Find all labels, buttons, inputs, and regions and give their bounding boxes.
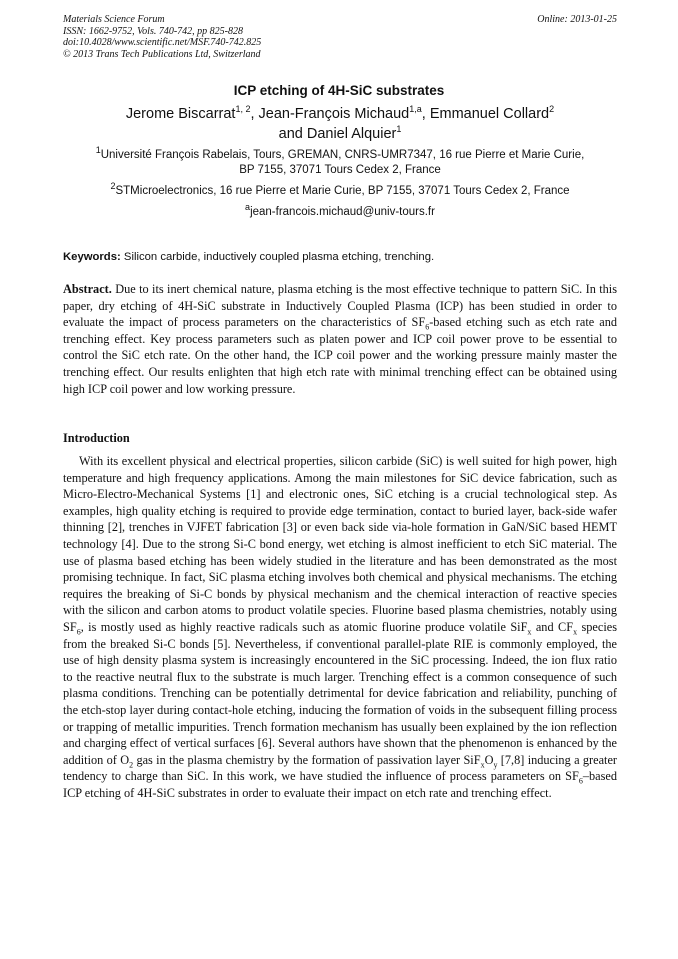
subscript: 6 <box>76 627 81 637</box>
abstract <box>63 281 617 397</box>
author-name: Daniel Alquier <box>306 126 397 142</box>
subscript: 6 <box>578 776 583 786</box>
affiliation-line: Université François Rabelais, Tours, GREMAN, CNRS-UMR7347, 16 rue Pierre et Marie Curie, <box>100 149 585 161</box>
subscript: y <box>493 760 498 770</box>
journal-name: Materials Science Forum <box>63 14 165 25</box>
keywords <box>63 250 617 265</box>
introduction-paragraph <box>63 453 617 801</box>
author-affiliation-mark: 1 <box>396 124 402 135</box>
doi-line: doi:10.4028/www.scientific.net/MSF.740-742.825 <box>63 37 262 48</box>
paper-title: ICP etching of 4H-SiC substrates <box>233 83 445 98</box>
contact-email <box>63 202 617 220</box>
author-conjunction: and <box>278 126 303 142</box>
journal-info <box>63 14 261 60</box>
author-name: Emmanuel Collard <box>429 106 550 122</box>
subscript: 2 <box>129 760 134 770</box>
affiliation-2 <box>63 181 617 199</box>
subscript: x <box>527 627 532 637</box>
journal-header <box>63 14 617 60</box>
abstract-label: Abstract. <box>63 282 112 296</box>
author-affiliation-mark: 2 <box>549 104 555 115</box>
affiliation-mark: 1 <box>95 145 101 156</box>
author-list: Jerome Biscarrat$^{1, 2}$, Jean-François Michaud$^{1,a}$, Emmanuel Collard$^2$ and Daniel Alquier$^1$ <box>125 104 555 142</box>
online-date: Online: 2013-01-25 <box>537 14 617 25</box>
author-name: Jerome Biscarrat <box>125 106 236 122</box>
email-mark: a <box>245 202 251 213</box>
body-text: [7,8] inducing a greater tendency to charge than SiC. In this work, we have studied the influence of process parameters on SF <box>63 752 617 784</box>
affiliation-1 <box>63 145 617 178</box>
body-text: With its excellent physical and electrical properties, silicon carbide (SiC) is well suited for high power, high temperature and high frequency applications. Among the main milestones for SiC device fabrication, such as Micro-Electro-Mechanical Systems [1] and electronic ones, SiC etching is a crucial technological step. As examples, high quality etching is required to provide edge termination, contact to buried layer, back-side wafer thinning [2], trenches in VJFET fabrication [3] or even back side via-hole formation in GaN/SiC based HEMT technology [4]. Due to the strong Si-C bond energy, wet etching is almost inefficient to etch SiC material. The use of plasma based etching has been widely studied in the literature and has been demonstrated as the most promising technique. In fact, SiC plasma etching involves both chemical and physical mechanisms. The etching requires the breaking of Si-C bonds by physical mechanism and the chemical interaction of reactive species with the silicon and carbon atoms to product volatile species. Fluorine based plasma chemistries, notably using SF <box>63 454 617 634</box>
affiliation-mark: 2 <box>110 181 116 192</box>
body-text: species from the breaked Si-C bonds [5]. Nevertheless, if conventional parallel-plate RIE is commonly employed, the use of high density plasma system is increasingly encountered in the SiC processing. Indeed, the ion flux ratio to the reactive neutral flux to the substrate is much larger. Trenching effect is a common consequence of such plasma conditions. Trenching can be potentially detrimental for device fabrication and reliability, punching of the etch-stop layer during contact-hole etching, inducing the formation of voids in the subsequent filling process or trapping of metallic impurities. Trench formation mechanism has usually been explained by the ion reflection and charging effect of vertical surfaces [6]. Several authors have shown that the phenomenon is enhanced by the addition of O <box>63 619 617 767</box>
author-name: Jean-François Michaud <box>258 106 410 122</box>
subscript: 6 <box>425 322 430 332</box>
body-text: gas in the plasma chemistry by the formation of passivation layer SiF <box>133 752 481 767</box>
copyright-line: © 2013 Trans Tech Publications Ltd, Switzerland <box>63 48 261 60</box>
body-text: –based ICP etching of 4H-SiC substrates in order to evaluate their impact on etch rate and trenching effect. <box>63 769 617 800</box>
keywords-label: Keywords: <box>63 251 121 263</box>
author-affiliation-mark: 1, 2 <box>235 104 251 115</box>
author-affiliation-mark: 1,a <box>409 104 422 115</box>
abstract-text: Due to its inert chemical nature, plasma etching is the most effective technique to pattern SiC. In this paper, dry etching of 4H-SiC substrate in Inductively Coupled Plasma (ICP) has been studied in order to evaluate the impact of process parameters on the characteristics of SF <box>63 282 618 330</box>
affiliation-line: BP 7155, 37071 Tours Cedex 2, France <box>239 164 441 176</box>
keywords-text: Silicon carbide, inductively coupled plasma etching, trenching. <box>123 251 435 263</box>
subscript: x <box>573 627 578 637</box>
body-text: , is mostly used as highly reactive radicals such as atomic fluorine produce volatile SiF <box>80 619 528 634</box>
body-text: O <box>484 752 494 767</box>
body-text: and CF <box>531 619 574 634</box>
subscript: x <box>480 760 485 770</box>
section-heading: Introduction <box>63 431 130 445</box>
affiliation-line: STMicroelectronics, 16 rue Pierre et Marie Curie, BP 7155, 37071 Tours Cedex 2, France <box>115 185 570 197</box>
abstract-text: -based etching such as etch rate and trenching effect. Key process parameters such as platen power and ICP coil power prove to be essential to control the SiC etch rate. On the other hand, the ICP coil power and the working pressure mainly master the trenching effect. Our results enlighten that high etch rate with minimal trenching effect can be obtained using high ICP coil power and low working pressure. <box>63 315 617 396</box>
issn-line: ISSN: 1662-9752, Vols. 740-742, pp 825-828 <box>63 25 243 37</box>
email-address: jean-francois.michaud@univ-tours.fr <box>250 206 435 218</box>
